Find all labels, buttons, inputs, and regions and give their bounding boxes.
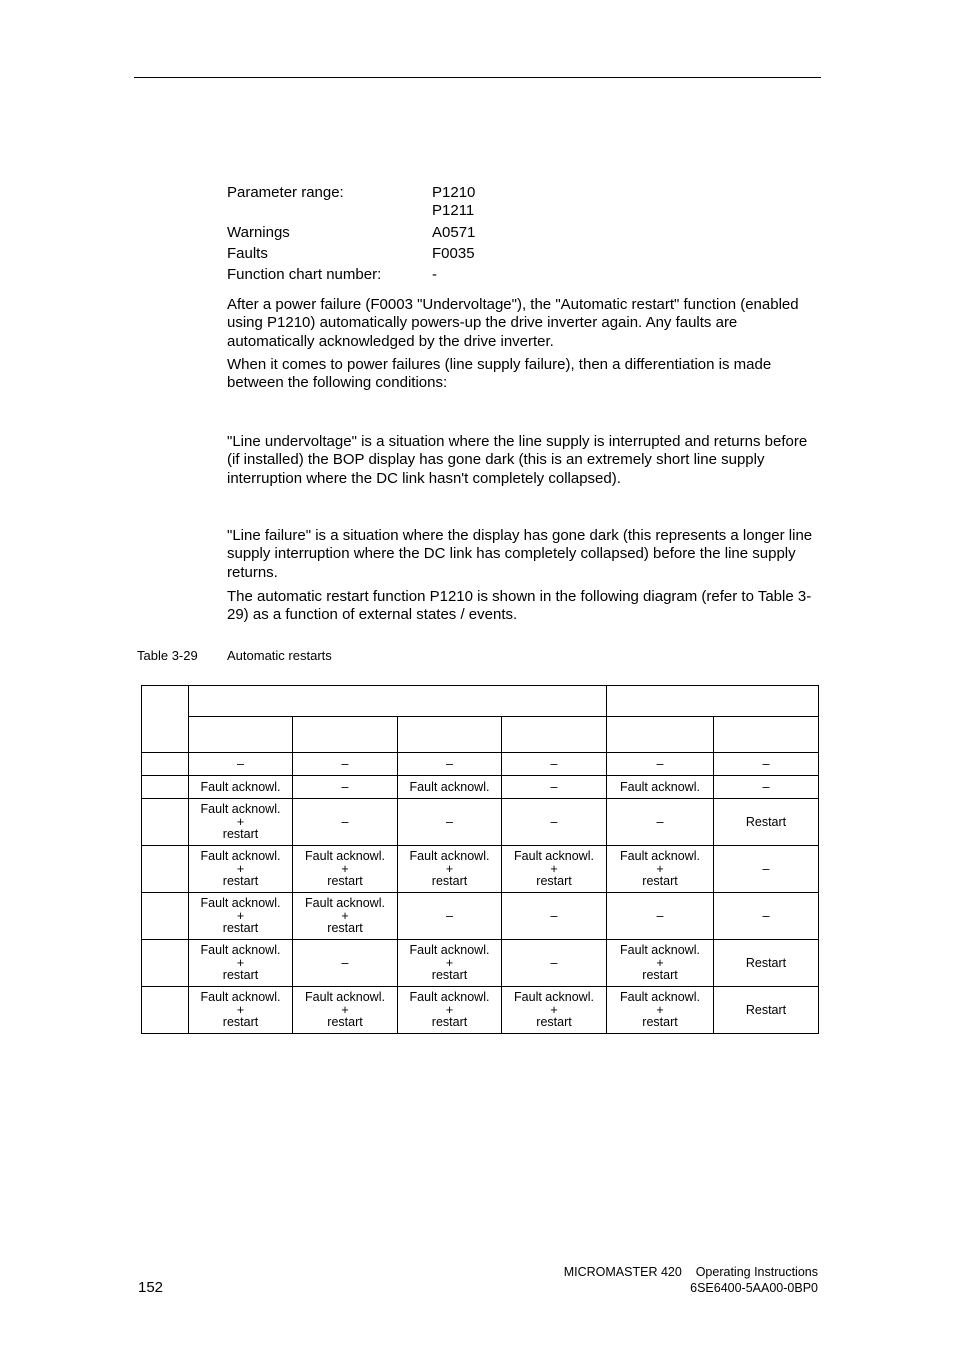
table-cell: –: [714, 753, 819, 776]
table-row: [142, 753, 819, 776]
header-cell: [142, 686, 189, 753]
table-cell: –: [607, 893, 714, 940]
param-value: A0571: [432, 224, 476, 241]
param-label: Function chart number:: [227, 266, 382, 283]
table-cell: –: [502, 799, 607, 846]
row-label-cell: [142, 753, 189, 776]
table-cell: Fault acknowl. + restart: [189, 893, 293, 940]
table-cell: Fault acknowl. + restart: [189, 987, 293, 1034]
param-value: P1210 P1211: [432, 184, 476, 219]
paragraph-intro: After a power failure (F0003 "Undervoltage"), the "Automatic restart" function (enabled using P1210) automatically powers-up the drive inverter again. Any faults are automatically acknowledged by the drive inverter.: [227, 296, 799, 350]
paragraph-differentiation: When it comes to power failures (line supply failure), then a differentiation is made between the following conditions:: [227, 356, 772, 392]
table-cell: Fault acknowl. + restart: [293, 893, 398, 940]
table-cell: –: [293, 776, 398, 799]
table-cell: –: [607, 753, 714, 776]
header-cell: [607, 686, 819, 717]
table-cell: Fault acknowl. + restart: [502, 987, 607, 1034]
table-title: Automatic restarts: [227, 648, 332, 663]
table-cell: Restart: [714, 799, 819, 846]
header-cell: [293, 717, 398, 753]
table-cell: –: [714, 846, 819, 893]
table-cell: Fault acknowl.: [189, 776, 293, 799]
footer-product: MICROMASTER 420 Operating Instructions: [563, 1265, 818, 1279]
table-cell: –: [607, 799, 714, 846]
table-cell: –: [502, 776, 607, 799]
row-label-cell: [142, 893, 189, 940]
table-cell: Fault acknowl.: [607, 776, 714, 799]
paragraph-diagram-ref: The automatic restart function P1210 is shown in the following diagram (refer to Table 3-29) as a function of external states / events.: [227, 588, 812, 624]
table-row: [142, 987, 819, 1034]
header-cell: [502, 717, 607, 753]
table-cell: –: [502, 940, 607, 987]
table-cell: Fault acknowl. + restart: [398, 987, 502, 1034]
row-label-cell: [142, 846, 189, 893]
param-label: Faults: [227, 245, 268, 262]
table-row: [142, 799, 819, 846]
table-cell: Fault acknowl. + restart: [189, 940, 293, 987]
table-cell: –: [398, 753, 502, 776]
table-row: [142, 846, 819, 893]
header-rule: [134, 77, 821, 78]
param-label: Warnings: [227, 224, 290, 241]
table-cell: –: [714, 893, 819, 940]
table-subheader-row: [142, 717, 819, 753]
table-cell: Fault acknowl. + restart: [189, 799, 293, 846]
header-cell: [398, 717, 502, 753]
param-label: Parameter range:: [227, 184, 344, 201]
row-label-cell: [142, 940, 189, 987]
paragraph-line-failure: "Line failure" is a situation where the display has gone dark (this represents a longer line supply interruption where the DC link has completely collapsed) before the line supply returns.: [227, 527, 813, 581]
row-label-cell: [142, 776, 189, 799]
header-cell: [189, 686, 607, 717]
table-cell: Fault acknowl. + restart: [607, 846, 714, 893]
table-cell: Fault acknowl. + restart: [607, 987, 714, 1034]
footer-info: [564, 1264, 818, 1296]
table-cell: Fault acknowl. + restart: [607, 940, 714, 987]
table-cell: –: [293, 799, 398, 846]
table-cell: Fault acknowl. + restart: [293, 987, 398, 1034]
table-cell: Fault acknowl.: [398, 776, 502, 799]
page-number: 152: [138, 1279, 164, 1296]
automatic-restarts-table: [141, 685, 819, 1034]
table-cell: –: [398, 893, 502, 940]
param-value: F0035: [432, 245, 475, 262]
table-cell: Fault acknowl. + restart: [398, 846, 502, 893]
row-label-cell: [142, 987, 189, 1034]
table-cell: Restart: [714, 987, 819, 1034]
table-cell: Fault acknowl. + restart: [189, 846, 293, 893]
table-cell: –: [189, 753, 293, 776]
table-cell: Fault acknowl. + restart: [398, 940, 502, 987]
table-cell: Fault acknowl. + restart: [293, 846, 398, 893]
table-row: [142, 776, 819, 799]
table-cell: –: [398, 799, 502, 846]
table-caption: [137, 648, 332, 663]
table-row: [142, 893, 819, 940]
table-cell: Restart: [714, 940, 819, 987]
table-header-row: [142, 686, 819, 717]
paragraph-line-undervoltage: "Line undervoltage" is a situation where the line supply is interrupted and returns before (if installed) the BOP display has gone dark (this is an extremely short line supply interruption where the DC link hasn't completely collapsed).: [227, 433, 808, 487]
table-cell: –: [502, 753, 607, 776]
header-cell: [607, 717, 714, 753]
header-cell: [189, 717, 293, 753]
param-value: -: [432, 266, 437, 283]
table-cell: –: [293, 940, 398, 987]
table-cell: –: [293, 753, 398, 776]
footer-order-number: 6SE6400-5AA00-0BP0: [690, 1281, 818, 1295]
table-cell: –: [714, 776, 819, 799]
header-cell: [714, 717, 819, 753]
table-cell: Fault acknowl. + restart: [502, 846, 607, 893]
table-cell: –: [502, 893, 607, 940]
table-row: [142, 940, 819, 987]
row-label-cell: [142, 799, 189, 846]
table-number: Table 3-29: [137, 648, 198, 663]
